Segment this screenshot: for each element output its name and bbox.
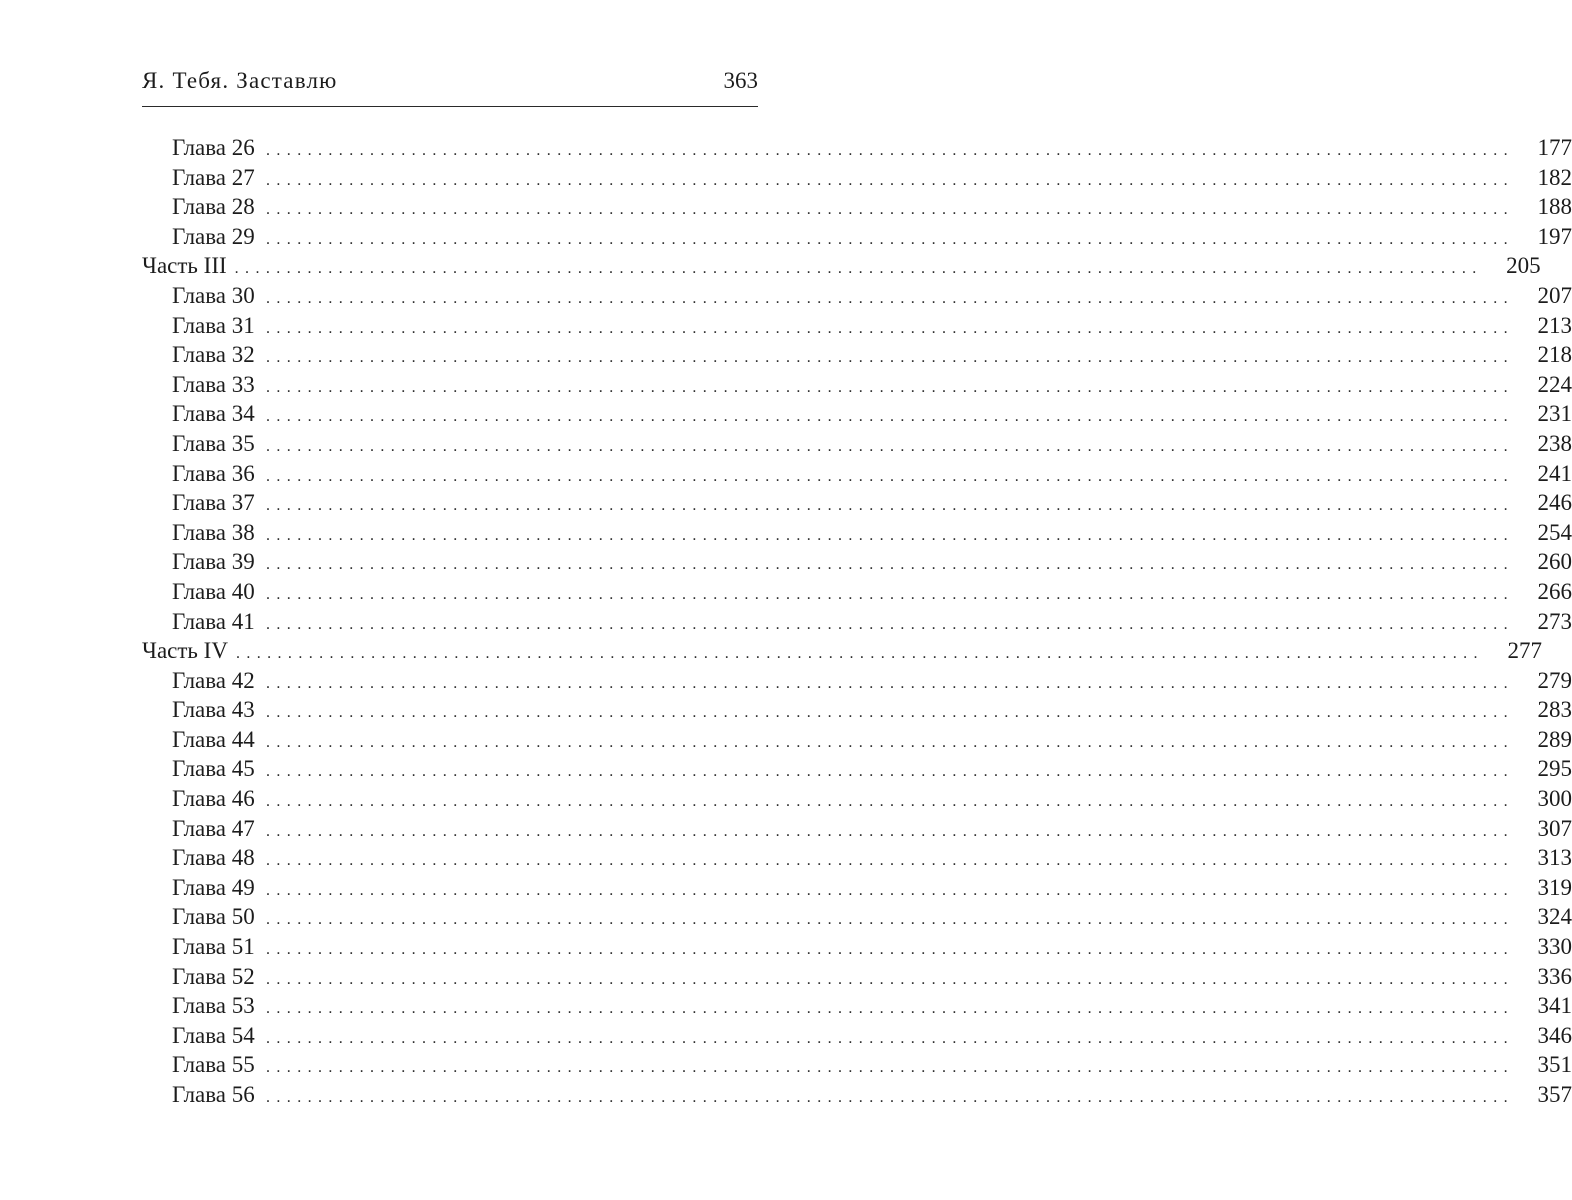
toc-entry-page: 207	[1537, 282, 1572, 308]
toc-chapter-entry	[142, 991, 1572, 1021]
dot-leader: ........................................................................................................................	[266, 822, 1514, 840]
toc-entry-page: 266	[1537, 578, 1572, 604]
toc-chapter-entry	[142, 459, 1572, 489]
dot-leader: ........................................................................................................................	[266, 733, 1514, 751]
dot-leader: ........................................................................................................................	[266, 467, 1514, 485]
toc-chapter-entry	[142, 311, 1572, 341]
toc-chapter-entry	[142, 725, 1572, 755]
toc-chapter-entry	[142, 488, 1572, 518]
toc-entry-label: Глава 46	[172, 786, 255, 812]
toc-chapter-entry	[142, 518, 1572, 548]
toc-entry-label: Глава 27	[172, 164, 255, 190]
toc-entry-page: 336	[1537, 963, 1572, 989]
dot-leader: ........................................................................................................................	[266, 201, 1514, 219]
toc-chapter-entry	[142, 133, 1572, 163]
dot-leader: ........................................................................................................................	[266, 674, 1514, 692]
toc-chapter-entry	[142, 281, 1572, 311]
toc-entry-label: Глава 44	[172, 726, 255, 752]
toc-entry-label: Глава 41	[172, 608, 255, 634]
toc-chapter-entry	[142, 163, 1572, 193]
toc-entry-label: Глава 49	[172, 874, 255, 900]
dot-leader: ........................................................................................................................	[266, 408, 1514, 426]
toc-chapter-entry	[142, 754, 1572, 784]
toc-chapter-entry	[142, 222, 1572, 252]
toc-part-entry	[142, 636, 1542, 666]
toc-entry-label: Глава 34	[172, 401, 255, 427]
dot-leader: ........................................................................................................................	[266, 763, 1514, 781]
toc-entry-page: 254	[1537, 519, 1572, 545]
toc-entry-page: 238	[1537, 430, 1572, 456]
dot-leader: ........................................................................................................................	[266, 1059, 1514, 1077]
toc-chapter-entry	[142, 873, 1572, 903]
toc-entry-page: 289	[1537, 726, 1572, 752]
dot-leader: ........................................................................................................................	[266, 704, 1514, 722]
dot-leader: ........................................................................................................................	[266, 230, 1514, 248]
toc-entry-page: 177	[1537, 135, 1572, 160]
toc-chapter-entry	[142, 607, 1572, 637]
toc-entry-label: Глава 47	[172, 815, 255, 841]
dot-leader: ........................................................................................................................	[266, 349, 1514, 367]
dot-leader: ........................................................................................................................	[266, 526, 1514, 544]
toc-entry-page: 205	[1506, 253, 1541, 279]
toc-entry-page: 283	[1537, 697, 1572, 723]
toc-chapter-entry	[142, 399, 1572, 429]
toc-chapter-entry	[142, 902, 1572, 932]
dot-leader: ........................................................................................................................	[266, 378, 1514, 396]
book-title: Я. Тебя. Заставлю	[142, 68, 338, 93]
dot-leader: ........................................................................................................................	[234, 260, 1483, 278]
toc-chapter-entry	[142, 666, 1572, 696]
toc-entry-page: 182	[1537, 164, 1572, 190]
toc-chapter-entry	[142, 340, 1572, 370]
toc-entry-page: 324	[1537, 904, 1572, 930]
dot-leader: ........................................................................................................................	[266, 585, 1514, 603]
dot-leader: ........................................................................................................................	[266, 852, 1514, 870]
dot-leader: ........................................................................................................................	[266, 171, 1514, 189]
toc-entry-page: 351	[1537, 1052, 1572, 1078]
toc-entry-label: Глава 39	[172, 549, 255, 575]
toc-entry-page: 300	[1537, 786, 1572, 812]
dot-leader: ........................................................................................................................	[266, 319, 1514, 337]
toc-entry-page: 224	[1537, 371, 1572, 397]
dot-leader: ........................................................................................................................	[266, 881, 1514, 899]
toc-entry-label: Глава 29	[172, 223, 255, 249]
toc-entry-label: Глава 37	[172, 490, 255, 516]
toc-chapter-entry	[142, 814, 1572, 844]
toc-entry-label: Глава 48	[172, 845, 255, 871]
toc-entry-label: Часть IV	[142, 638, 228, 664]
toc-entry-label: Глава 55	[172, 1052, 255, 1078]
dot-leader: ........................................................................................................................	[266, 437, 1514, 455]
dot-leader: ........................................................................................................................	[266, 497, 1514, 515]
toc-entry-label: Глава 40	[172, 578, 255, 604]
toc-entry-page: 246	[1537, 490, 1572, 516]
toc-entry-page: 213	[1537, 312, 1572, 338]
dot-leader: ........................................................................................................................	[266, 911, 1514, 929]
toc-entry-label: Глава 26	[172, 135, 255, 160]
toc-entry-label: Глава 33	[172, 371, 255, 397]
toc-entry-label: Глава 36	[172, 460, 255, 486]
dot-leader: ........................................................................................................................	[266, 1000, 1514, 1018]
dot-leader: ........................................................................................................................	[266, 970, 1514, 988]
toc-chapter-entry	[142, 695, 1572, 725]
toc-entry-page: 341	[1537, 993, 1572, 1019]
toc-entry-page: 273	[1537, 608, 1572, 634]
toc-entry-page: 279	[1537, 667, 1572, 693]
toc-entry-page: 319	[1537, 874, 1572, 900]
toc-entry-label: Глава 31	[172, 312, 255, 338]
toc-part-entry	[142, 251, 1541, 281]
toc-entry-label: Глава 52	[172, 963, 255, 989]
toc-entry-label: Глава 43	[172, 697, 255, 723]
toc-chapter-entry	[142, 1050, 1572, 1080]
toc-entry-label: Глава 53	[172, 993, 255, 1019]
toc-entry-page: 295	[1537, 756, 1572, 782]
toc-chapter-entry	[142, 843, 1572, 873]
toc-entry-label: Глава 54	[172, 1022, 255, 1048]
toc-chapter-entry	[142, 932, 1572, 962]
toc-chapter-entry	[142, 577, 1572, 607]
toc-entry-label: Глава 50	[172, 904, 255, 930]
toc-chapter-entry	[142, 192, 1572, 222]
toc-entry-page: 307	[1537, 815, 1572, 841]
toc-entry-label: Глава 38	[172, 519, 255, 545]
toc-chapter-entry	[142, 547, 1572, 577]
toc-entry-label: Глава 45	[172, 756, 255, 782]
dot-leader: ........................................................................................................................	[235, 645, 1484, 663]
toc-entry-page: 197	[1537, 223, 1572, 249]
page-number: 363	[723, 68, 758, 93]
toc-chapter-entry	[142, 784, 1572, 814]
dot-leader: ........................................................................................................................	[266, 142, 1514, 159]
toc-entry-page: 346	[1537, 1022, 1572, 1048]
toc-entry-page: 277	[1507, 638, 1542, 664]
running-header	[142, 64, 758, 107]
dot-leader: ........................................................................................................................	[266, 556, 1514, 574]
toc-entry-page: 241	[1537, 460, 1572, 486]
toc-entry-page: 188	[1537, 194, 1572, 220]
toc-entry-page: 231	[1537, 401, 1572, 427]
toc-entry-label: Глава 42	[172, 667, 255, 693]
toc-entry-page: 357	[1537, 1082, 1572, 1107]
dot-leader: ........................................................................................................................	[266, 1029, 1514, 1047]
toc-chapter-entry	[142, 1021, 1572, 1051]
toc-chapter-entry	[142, 962, 1572, 992]
toc-entry-page: 260	[1537, 549, 1572, 575]
dot-leader: ........................................................................................................................	[266, 615, 1514, 633]
dot-leader: ........................................................................................................................	[266, 1089, 1514, 1106]
toc-chapter-entry	[142, 1080, 1572, 1110]
dot-leader: ........................................................................................................................	[266, 793, 1514, 811]
toc-entry-page: 218	[1537, 342, 1572, 368]
toc-chapter-entry	[142, 429, 1572, 459]
toc-entry-label: Глава 28	[172, 194, 255, 220]
toc-chapter-entry	[142, 370, 1572, 400]
dot-leader: ........................................................................................................................	[266, 941, 1514, 959]
toc-entry-label: Глава 51	[172, 934, 255, 960]
dot-leader: ........................................................................................................................	[266, 289, 1514, 307]
table-of-contents	[142, 133, 1572, 1110]
toc-entry-label: Глава 56	[172, 1082, 255, 1107]
toc-entry-label: Глава 30	[172, 282, 255, 308]
toc-entry-label: Часть III	[142, 253, 227, 279]
toc-entry-label: Глава 32	[172, 342, 255, 368]
toc-entry-label: Глава 35	[172, 430, 255, 456]
toc-entry-page: 313	[1537, 845, 1572, 871]
toc-entry-page: 330	[1537, 934, 1572, 960]
